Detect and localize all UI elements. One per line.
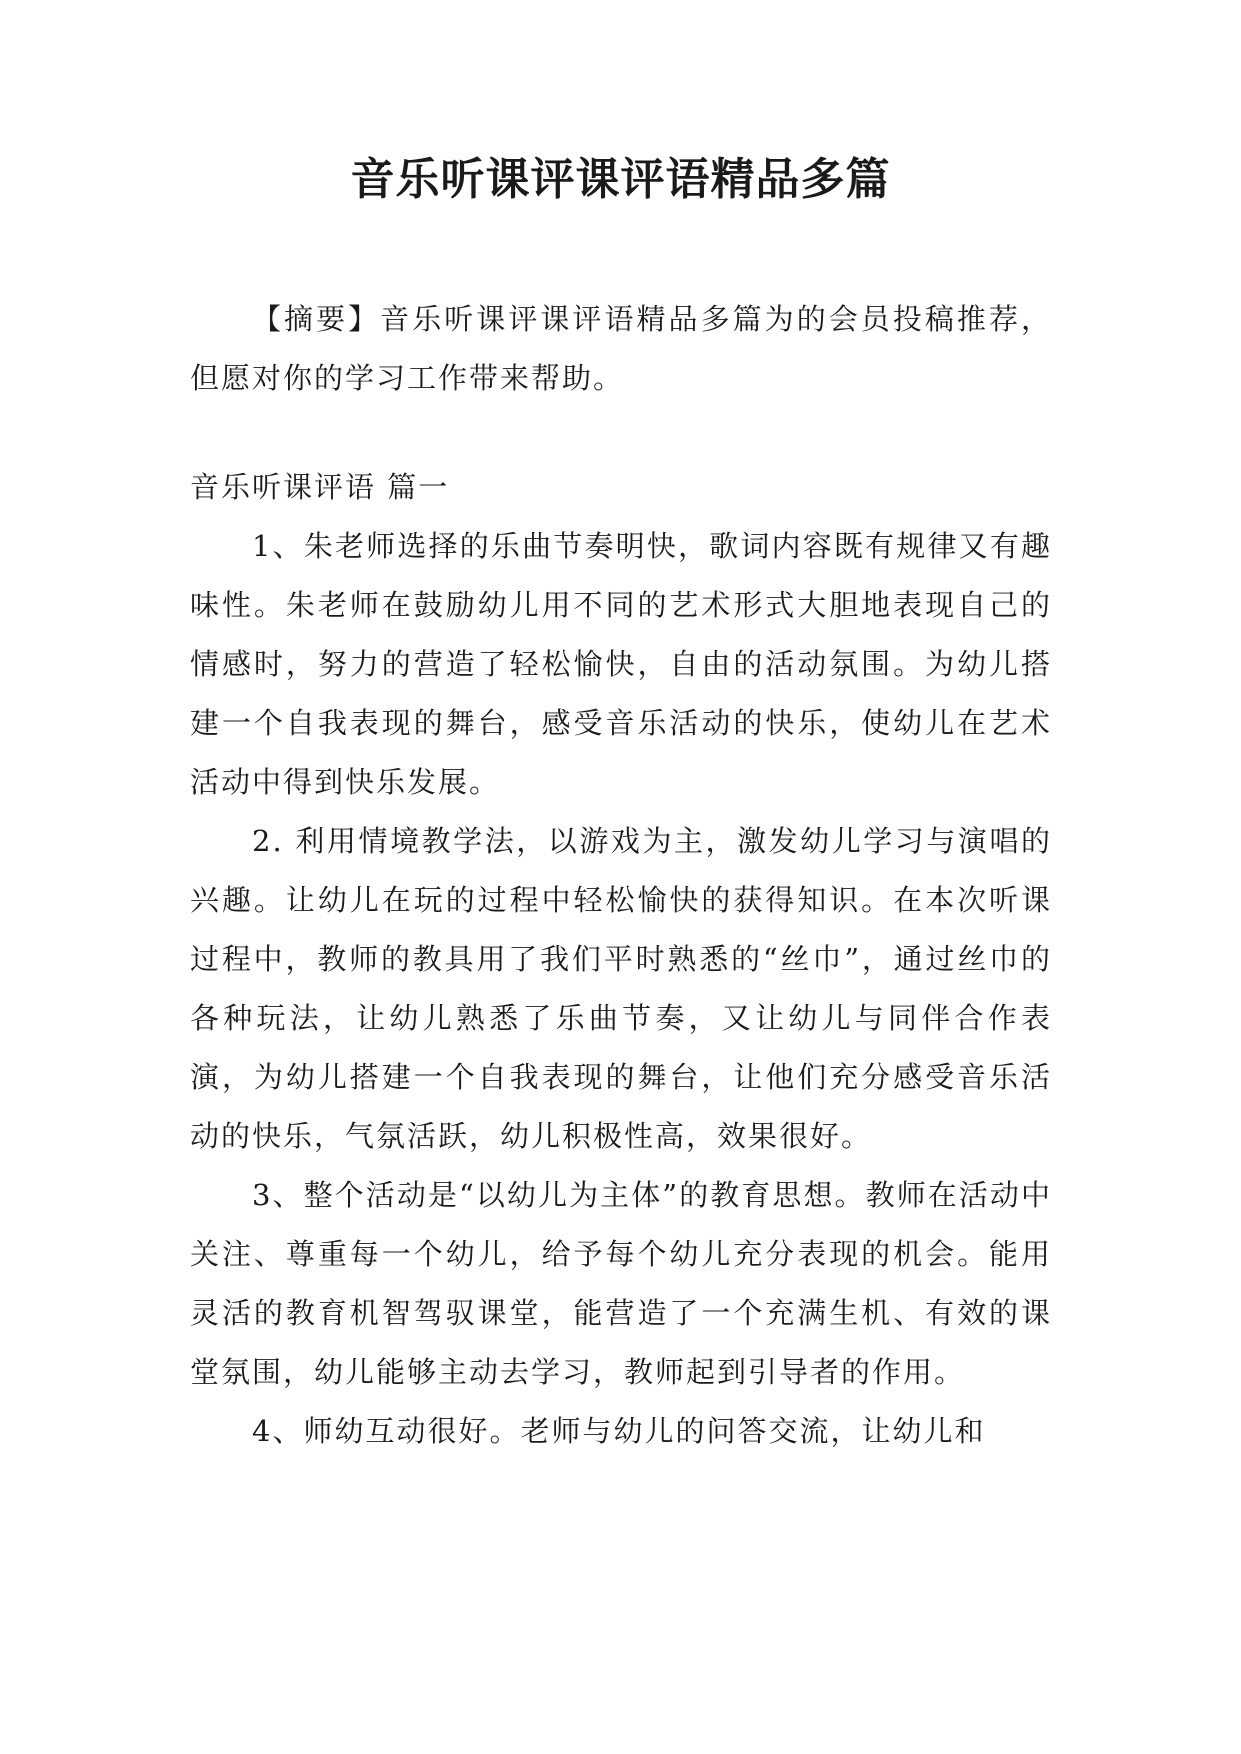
body-paragraph-4: 4、师幼互动很好。老师与幼儿的问答交流，让幼儿和 xyxy=(252,1414,986,1448)
section-heading: 音乐听课评语 篇一 xyxy=(190,470,450,504)
body-paragraph-1: 1、朱老师选择的乐曲节奏明快，歌词内容既有规律又有趣味性。朱老师在鼓励幼儿用不同的艺术形式大胆地表现自己的情感时，努力的营造了轻松愉快，自由的活动氛围。为幼儿搭建一个自我表现的舞台，感受音乐活动的快乐，使幼儿在艺术活动中得到快乐发展。 xyxy=(190,529,1052,799)
document-body xyxy=(190,290,1052,1461)
document-title: 音乐听课评课评语精品多篇 xyxy=(350,154,891,205)
body-paragraph-3: 3、整个活动是“以幼儿为主体”的教育思想。教师在活动中关注、尊重每一个幼儿，给予每个幼儿充分表现的机会。能用灵活的教育机智驾驭课堂，能营造了一个充满生机、有效的课堂氛围，幼儿能够主动去学习，教师起到引导者的作用。 xyxy=(190,1178,1052,1389)
abstract-paragraph: 【摘要】音乐听课评课评语精品多篇为的会员投稿推荐，但愿对你的学习工作带来帮助。 xyxy=(190,302,1052,395)
body-paragraph-2: 2. 利用情境教学法，以游戏为主，激发幼儿学习与演唱的兴趣。让幼儿在玩的过程中轻松愉快的获得知识。在本次听课过程中，教师的教具用了我们平时熟悉的“丝巾”，通过丝巾的各种玩法，让幼儿熟悉了乐曲节奏，又让幼儿与同伴合作表演，为幼儿搭建一个自我表现的舞台，让他们充分感受音乐活动的快乐，气氛活跃，幼儿积极性高，效果很好。 xyxy=(190,824,1052,1153)
